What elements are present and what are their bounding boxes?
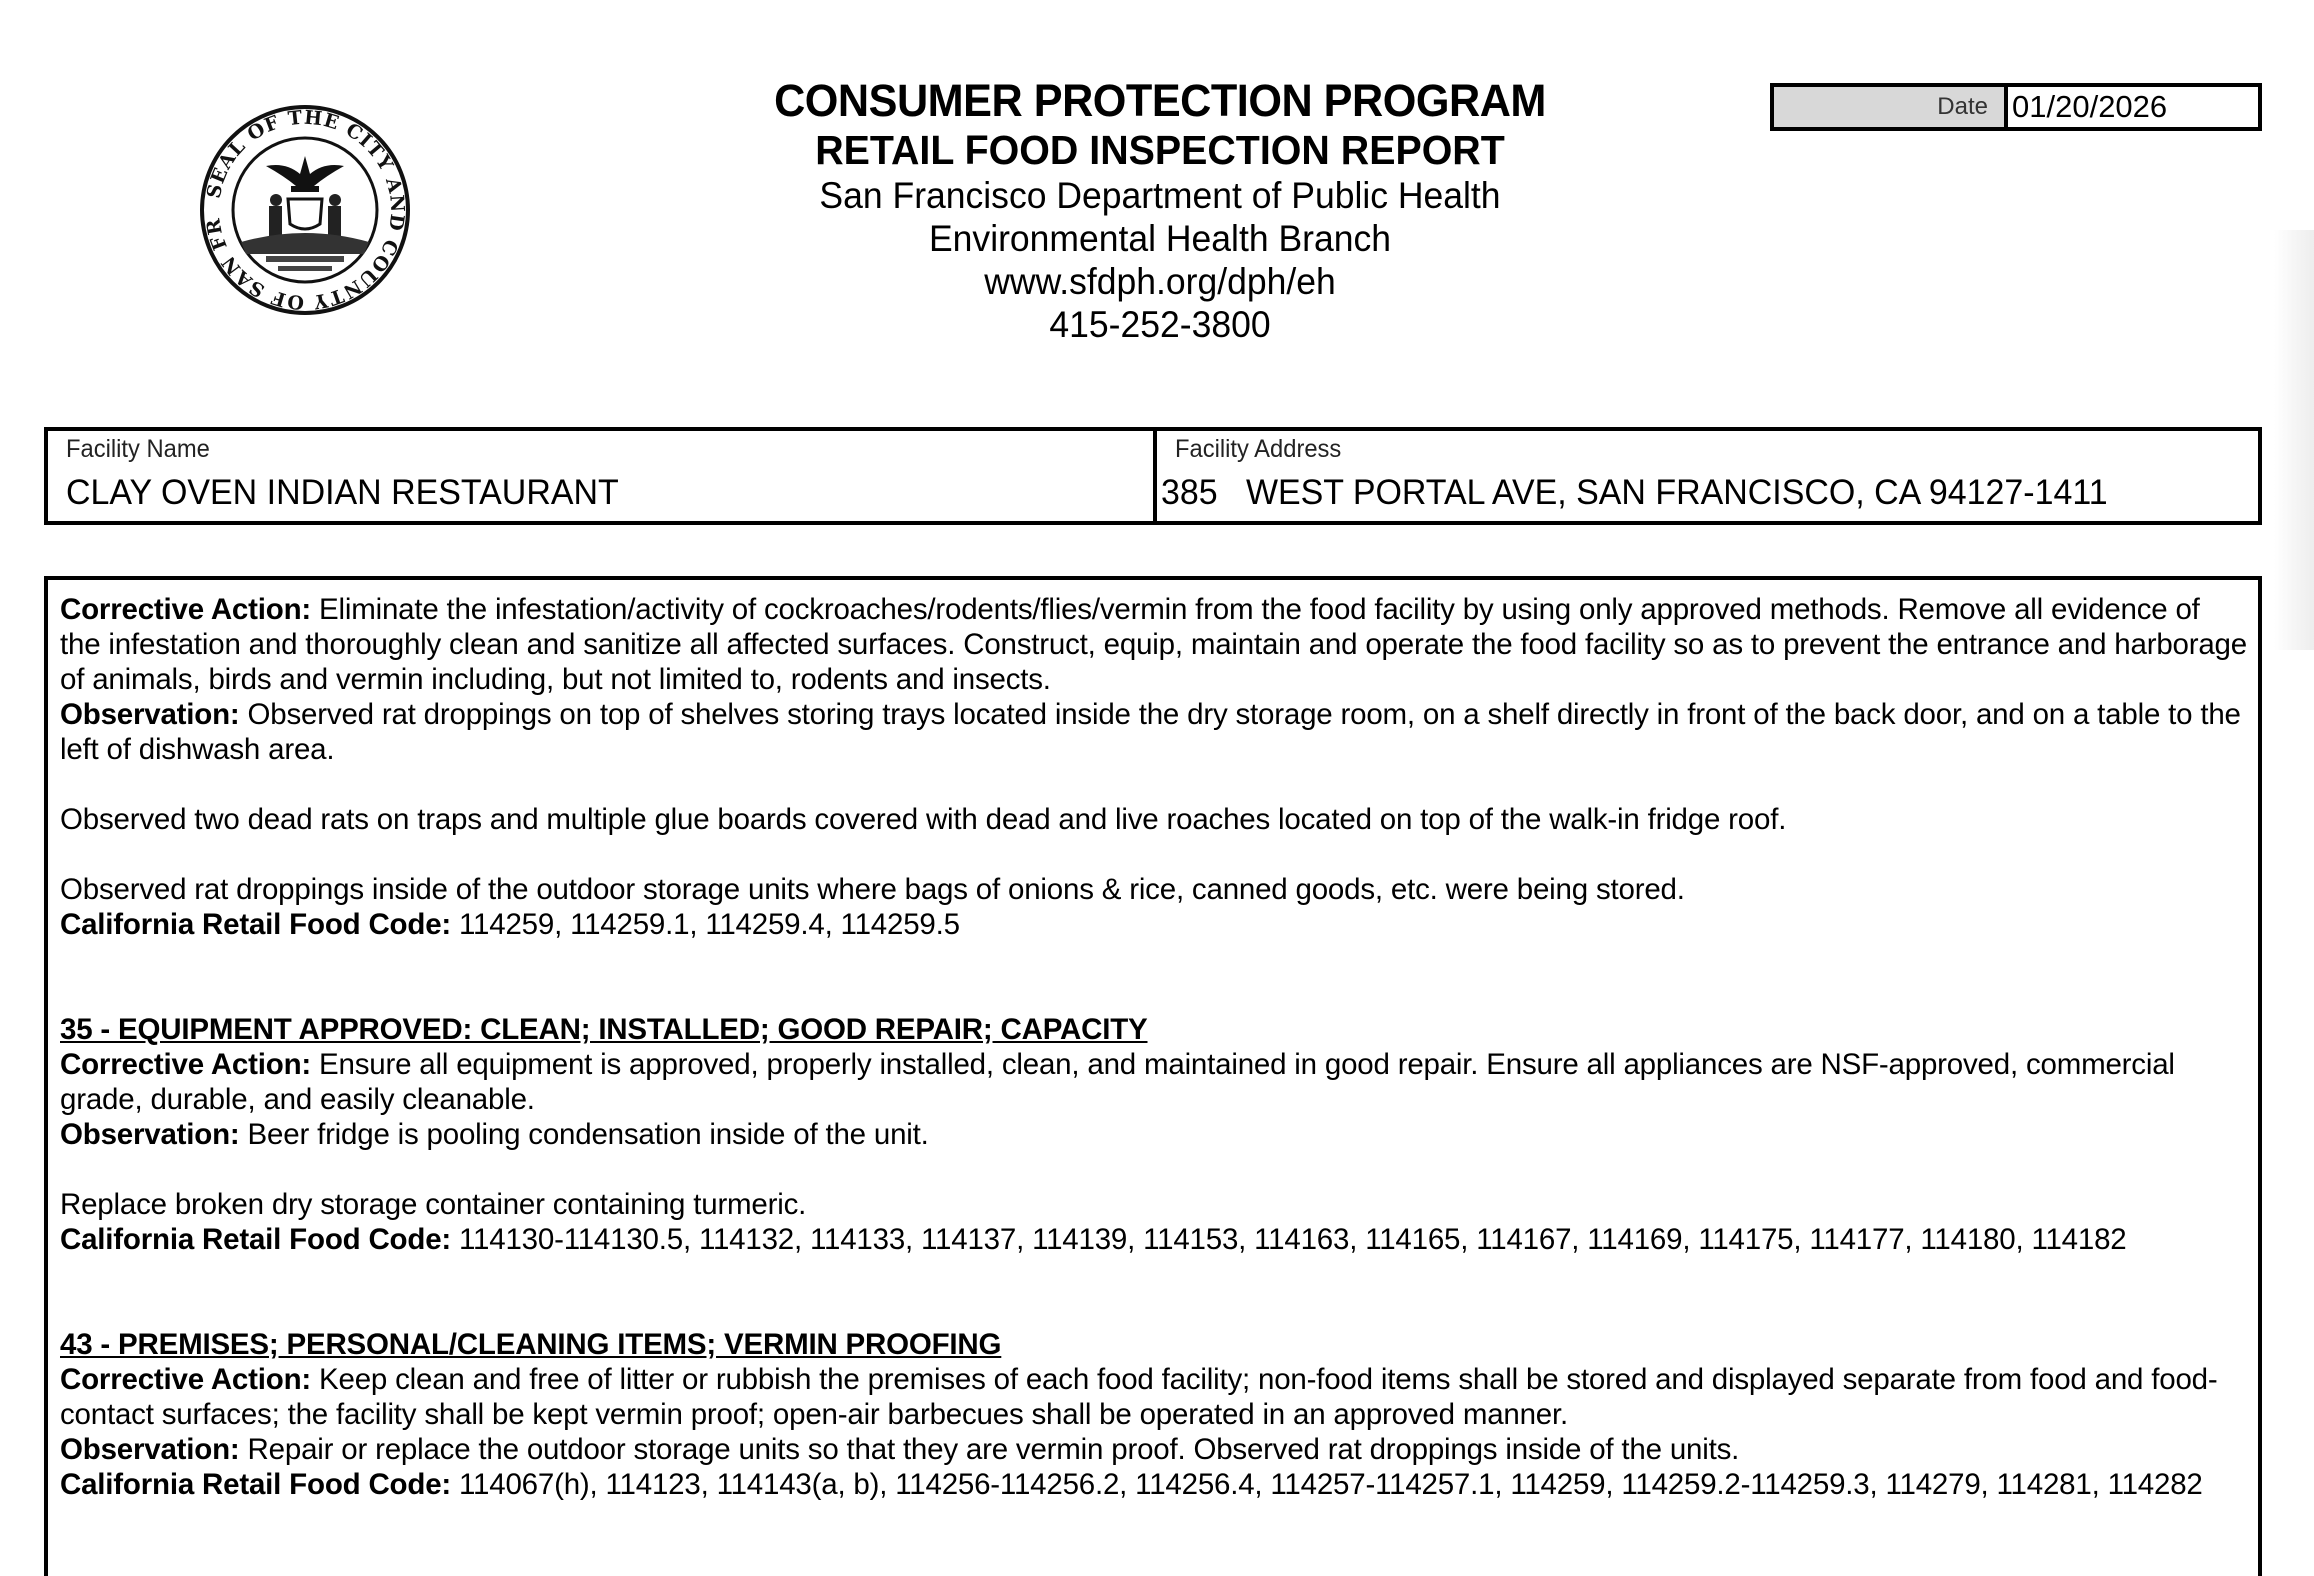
corrective-action-label: Corrective Action: — [60, 1048, 312, 1081]
phone-number: 415-252-3800 — [1049, 304, 1271, 345]
corrective-action-text: Ensure all equipment is approved, properly installed, clean, and maintained in good repair. Ensure all appliances are NSF-approved, commercial grade, durable, and easily cleanable. — [60, 1048, 2175, 1116]
food-code-text: 114130-114130.5, 114132, 114133, 114137, 114139, 114153, 114163, 114165, 114167, 114169, 114175, 114177, 114180, 114182 — [451, 1223, 2127, 1256]
observation-text: Beer fridge is pooling condensation inside of the unit. — [239, 1118, 929, 1151]
violation-item — [60, 1012, 2248, 1257]
facility-address-cell — [1157, 431, 2258, 521]
seal-icon — [196, 104, 414, 316]
facility-name-label: Facility Name — [66, 435, 210, 463]
observation-extra: Observed two dead rats on traps and multiple glue boards covered with dead and live roaches located on top of the walk-in fridge roof. — [60, 803, 1787, 836]
page-edge-shadow — [2274, 230, 2314, 650]
website-link[interactable]: www.sfdph.org/dph/eh — [984, 261, 1336, 302]
observation — [60, 1432, 2248, 1467]
department-name: San Francisco Department of Public Health — [819, 175, 1501, 216]
facility-address-value: 385 WEST PORTAL AVE, SAN FRANCISCO, CA 94127-1411 — [1161, 473, 2108, 512]
food-code-label: California Retail Food Code: — [60, 908, 452, 941]
date-label: Date — [1774, 87, 2008, 127]
svg-text:SEAL OF THE CITY AND COUNTY OF: SEAL OF THE CITY AND COUNTY OF SAN FR — [202, 106, 409, 314]
facility-name-cell — [48, 431, 1157, 521]
facility-name-value: CLAY OVEN INDIAN RESTAURANT — [66, 473, 619, 512]
observation-extra: Replace broken dry storage container containing turmeric. — [60, 1188, 807, 1221]
branch-name: Environmental Health Branch — [928, 218, 1391, 259]
corrective-action-label: Corrective Action: — [60, 1363, 312, 1396]
city-seal-logo — [196, 104, 414, 316]
observation-text: Observed rat droppings on top of shelves storing trays located inside the dry storage room, on a shelf directly in front of the back door, and on a table to the left of dishwash area. — [60, 698, 2241, 766]
violation-title: 43 - PREMISES; PERSONAL/CLEANING ITEMS; VERMIN PROOFING — [60, 1328, 1002, 1361]
food-code-text: 114067(h), 114123, 114143(a, b), 114256-114256.2, 114256.4, 114257-114257.1, 114259, 114259.2-114259.3, 114279, 114281, 114282 — [451, 1468, 2203, 1501]
observation-label: Observation: — [60, 1118, 240, 1151]
facility-address-label: Facility Address — [1175, 435, 1342, 463]
violation-title: 35 - EQUIPMENT APPROVED: CLEAN; INSTALLED; GOOD REPAIR; CAPACITY — [60, 1013, 1148, 1046]
corrective-action — [60, 1362, 2248, 1432]
observation-label: Observation: — [60, 1433, 240, 1466]
food-code — [60, 1222, 2248, 1257]
corrective-action — [60, 592, 2248, 697]
violations-list — [44, 576, 2262, 1576]
food-code — [60, 1467, 2248, 1502]
corrective-action-text: Eliminate the infestation/activity of cockroaches/rodents/flies/vermin from the food facility by using only approved methods. Remove all evidence of the infestation and thoroughly clean and sanitize all affected surfaces. Construct, equip, maintain and operate the food facility so as to prevent the entrance and harborage of animals, birds and vermin including, but not limited to, rodents and insects. — [60, 593, 2247, 696]
observation — [60, 1117, 2248, 1152]
facility-info — [44, 427, 2262, 525]
observation — [60, 697, 2248, 767]
observation-text: Repair or replace the outdoor storage units so that they are vermin proof. Observed rat droppings inside of the units. — [239, 1433, 1740, 1466]
date-field — [1770, 83, 2262, 131]
food-code-label: California Retail Food Code: — [60, 1468, 452, 1501]
corrective-action-label: Corrective Action: — [60, 593, 312, 626]
corrective-action-text: Keep clean and free of litter or rubbish the premises of each food facility; non-food items shall be stored and displayed separate from food and food-contact surfaces; the facility shall be kept vermin proof; open-air barbecues shall be operated in an approved manner. — [60, 1363, 2218, 1431]
food-code-text: 114259, 114259.1, 114259.4, 114259.5 — [451, 908, 960, 941]
violation-item — [60, 1327, 2248, 1502]
report-title: RETAIL FOOD INSPECTION REPORT — [815, 127, 1505, 173]
corrective-action — [60, 1047, 2248, 1117]
observation-extra: Observed rat droppings inside of the outdoor storage units where bags of onions & rice, canned goods, etc. were being stored. — [60, 873, 1685, 906]
report-header — [660, 76, 1660, 346]
violation-item — [60, 592, 2248, 942]
observation-label: Observation: — [60, 698, 240, 731]
food-code — [60, 907, 2248, 942]
food-code-label: California Retail Food Code: — [60, 1223, 452, 1256]
program-title: CONSUMER PROTECTION PROGRAM — [774, 75, 1546, 126]
date-value: 01/20/2026 — [2012, 89, 2168, 124]
